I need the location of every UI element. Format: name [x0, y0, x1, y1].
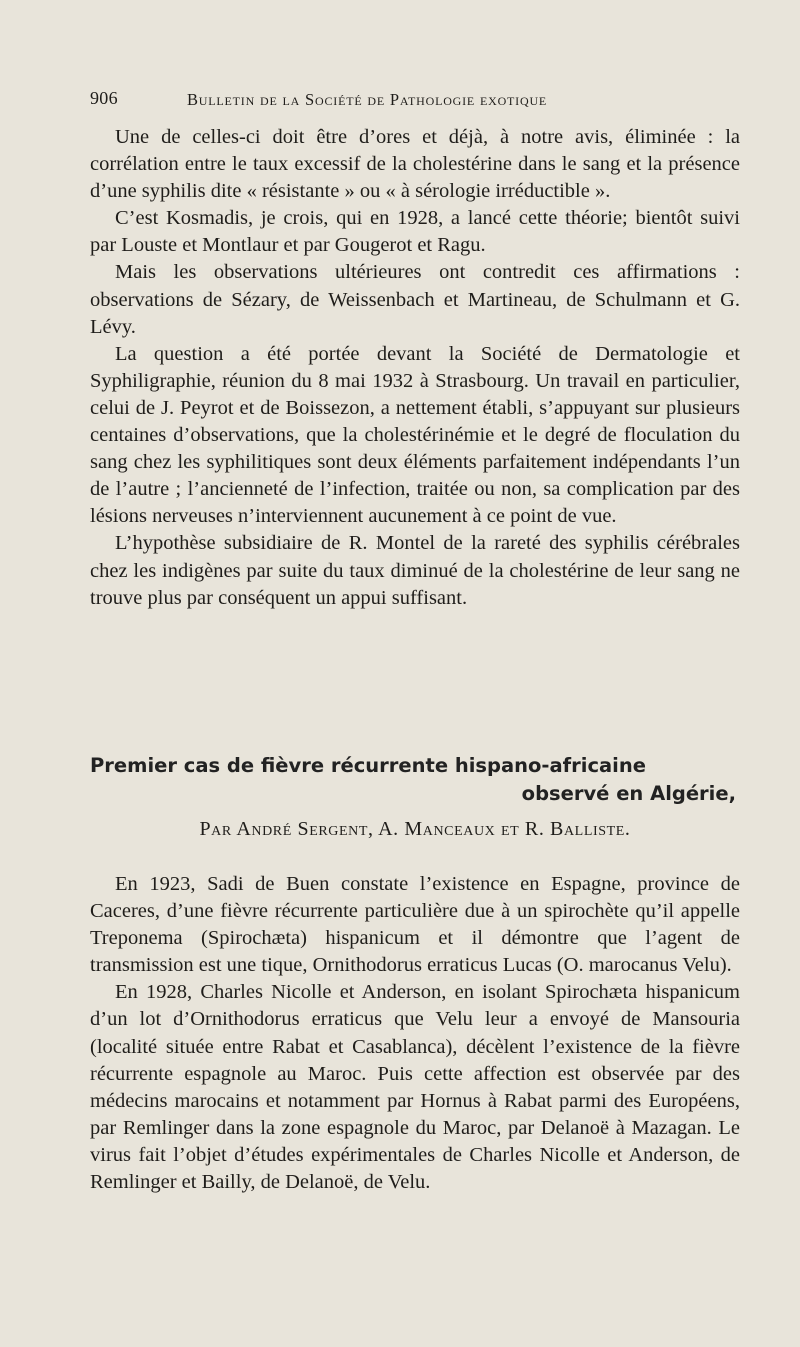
paragraph: C’est Kosmadis, je crois, qui en 1928, a lancé cette théorie; bientôt suivi par Louste et Montlaur et par Gougerot et Ragu. [90, 207, 740, 257]
article-title-line-2: observé en Algérie, [521, 782, 736, 805]
paragraph: En 1923, Sadi de Buen constate l’existence en Espagne, province de Caceres, d’une fièvre récurrente particulière due à un spirochète qu’il appelle Treponema (Spirochæta) hispanicum et il démontre que l’agent de transmission est une tique, Ornithodorus erraticus Lucas (O. marocanus Velu). [90, 873, 740, 977]
article-authors: Par André Sergent, A. Manceaux et R. Balliste. [199, 818, 631, 840]
page-number: 906 [90, 88, 118, 108]
paragraph: La question a été portée devant la Société de Dermatologie et Syphiligraphie, réunion du 8 mai 1932 à Strasbourg. Un travail en particulier, celui de J. Peyrot et de Boissezon, a nettement établi, s’appuyant sur plusieurs centaines d’observations, que la cholestérinémie et le degré de floculation du sang chez les syphilitiques sont deux éléments parfaitement indépendants l’un de l’autre ; l’ancienneté de l’infection, traitée ou non, sa complication par des lésions nerveuses n’interviennent aucunement à ce point de vue. [90, 342, 740, 528]
article-title [90, 752, 740, 808]
page-header [90, 88, 740, 114]
previous-article-text [90, 124, 740, 612]
paragraph: L’hypothèse subsidiaire de R. Montel de la rareté des syphilis cérébrales chez les indigènes par suite du taux diminué de la cholestérine de leur sang ne trouve plus par conséquent un appui suffisant. [90, 532, 740, 609]
paragraph: Une de celles-ci doit être d’ores et déjà, à notre avis, éliminée : la corrélation entre le taux excessif de la cholestérine dans le sang et la présence d’une syphilis dite « résistante » ou « à sérologie irréductible ». [90, 126, 740, 203]
article-body [90, 871, 740, 1196]
running-title: Bulletin de la Société de Pathologie exotique [187, 90, 548, 109]
article-title-line-1: Premier cas de fièvre récurrente hispano-africaine [90, 754, 646, 777]
paragraph: Mais les observations ultérieures ont contredit ces affirmations : observations de Sézary, de Weissenbach et Martineau, de Schulmann et G. Lévy. [90, 261, 740, 338]
paragraph: En 1928, Charles Nicolle et Anderson, en isolant Spirochæta hispanicum d’un lot d’Ornithodorus erraticus que Velu leur a envoyé de Mansouria (localité située entre Rabat et Casablanca), décèlent l’existence de la fièvre récurrente espagnole au Maroc. Puis cette affection est observée par des médecins marocains et notamment par Hornus à Rabat parmi des Européens, par Remlinger dans la zone espagnole du Maroc, par Delanoë à Mazagan. Le virus fait l’objet d’études expérimentales de Charles Nicolle et Anderson, de Remlinger et Bailly, de Delanoë, de Velu. [90, 981, 740, 1194]
